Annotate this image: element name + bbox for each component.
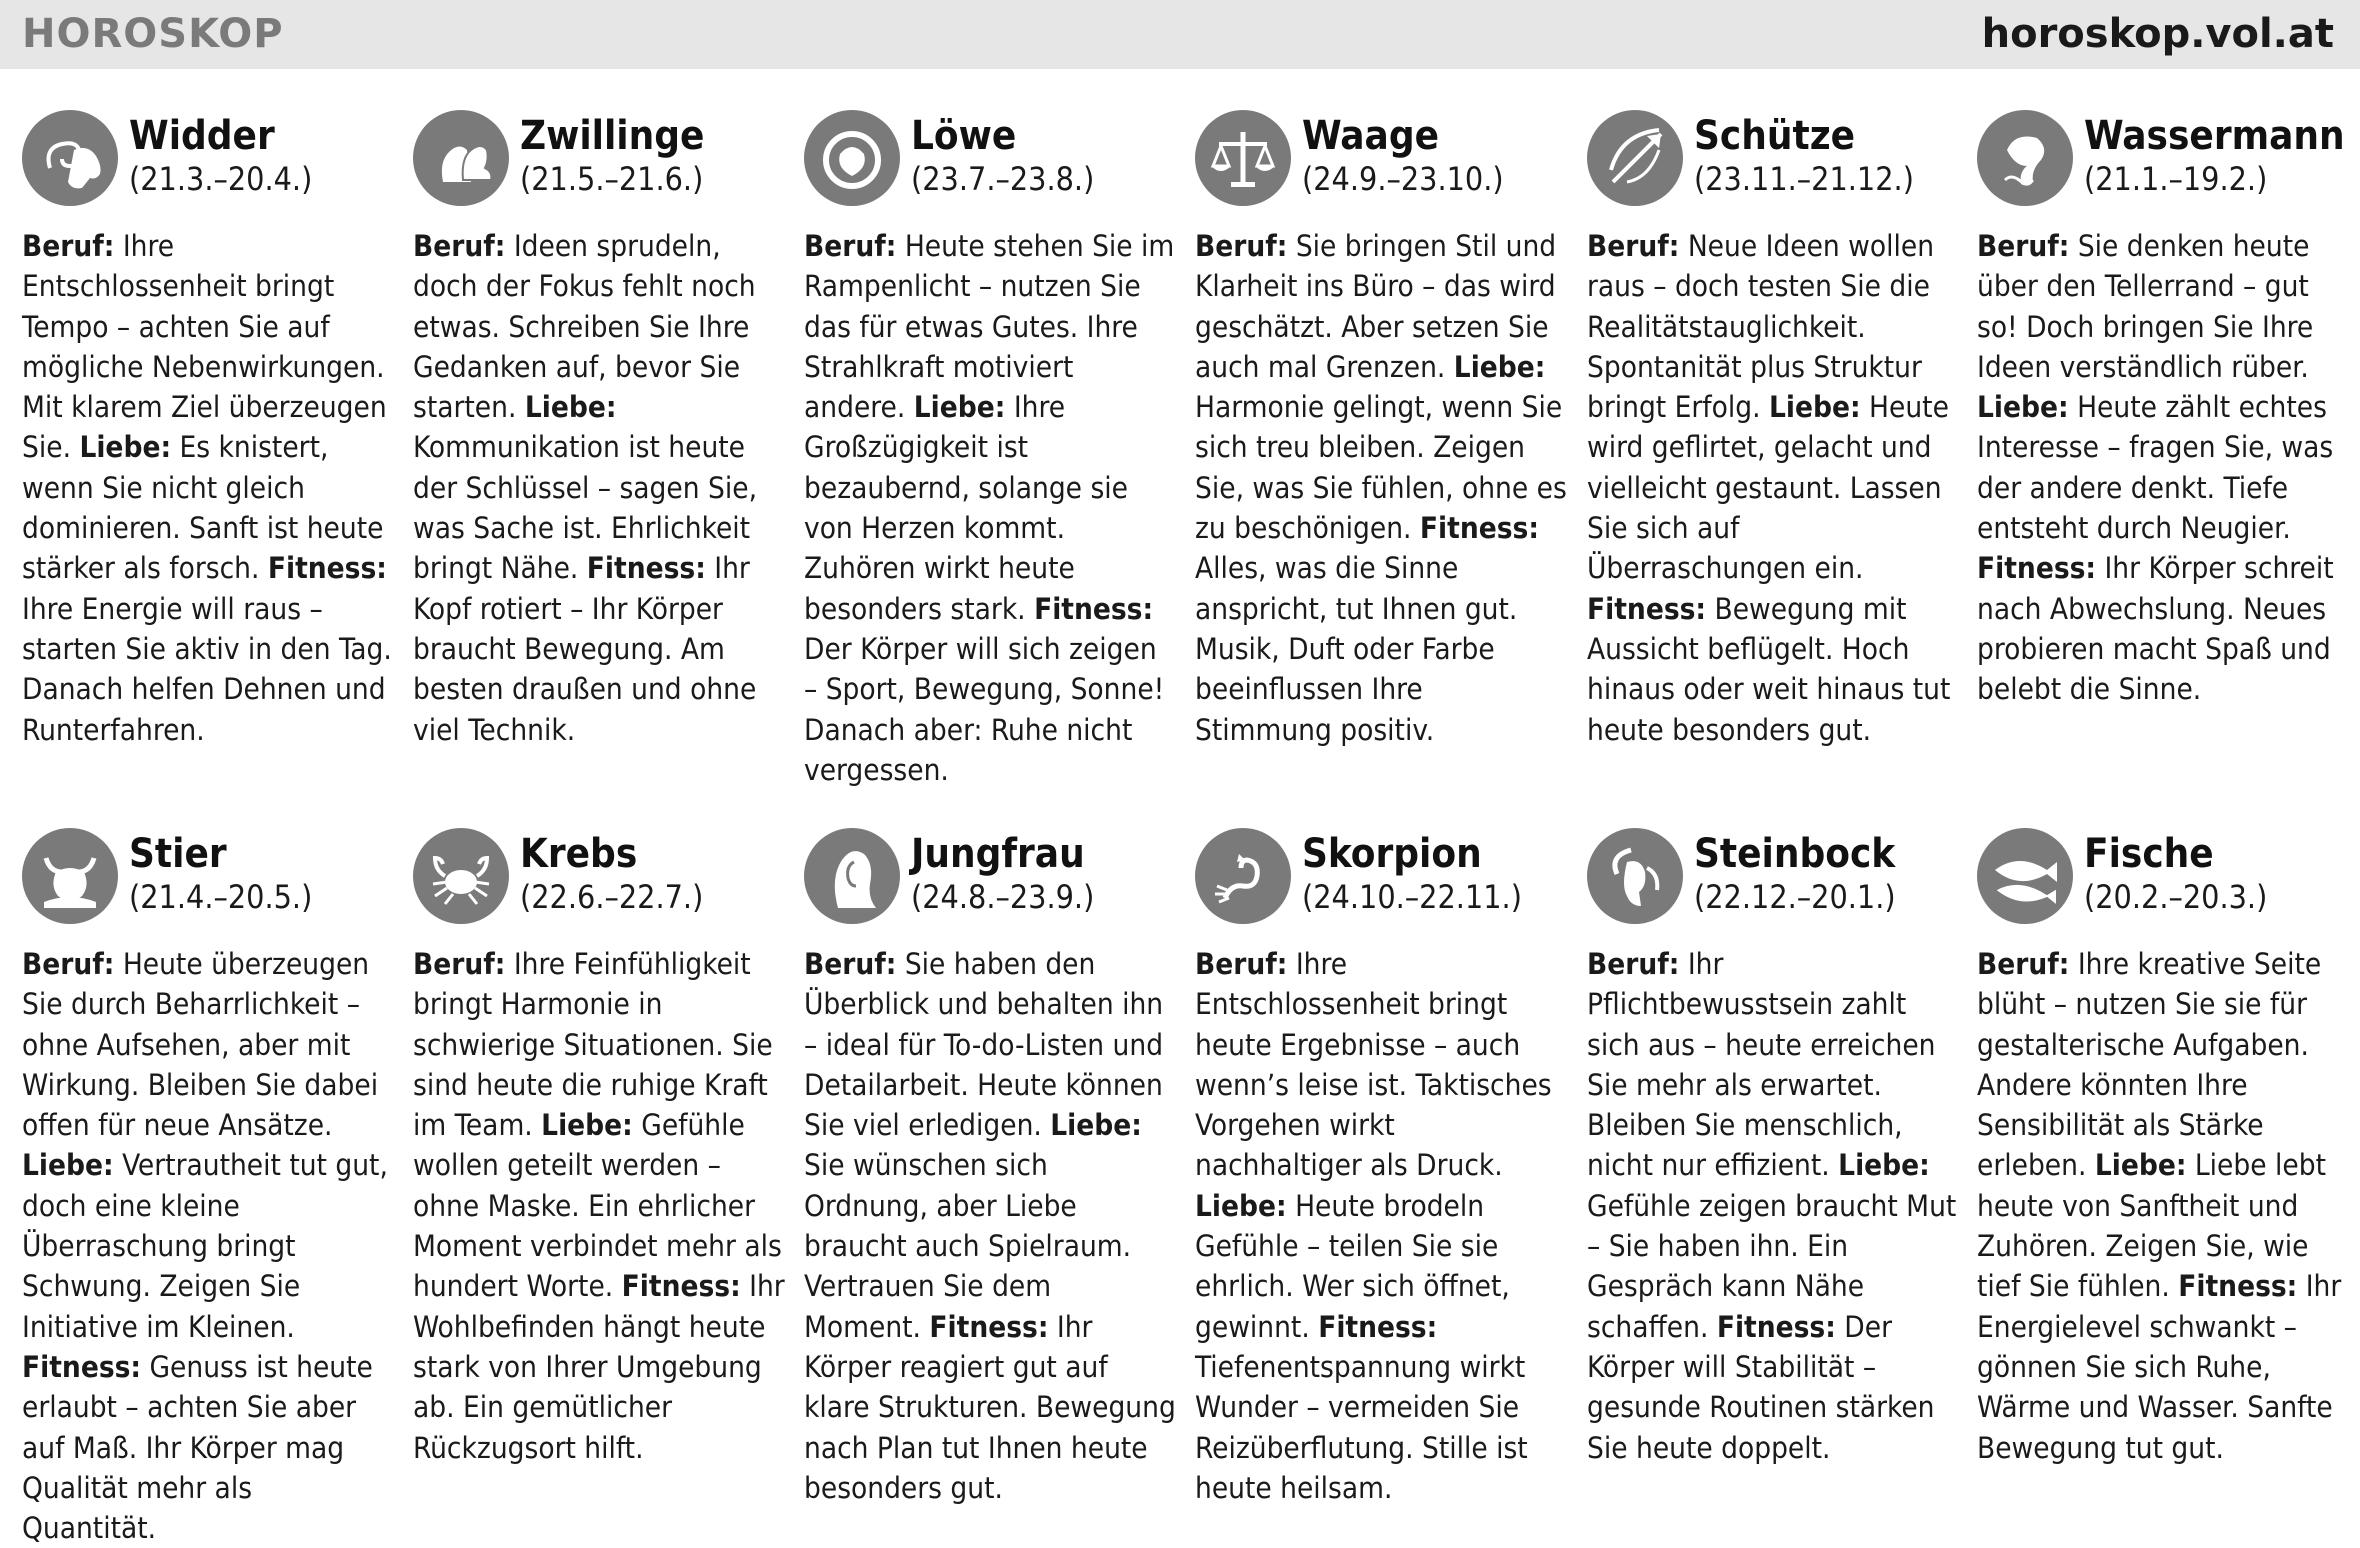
- fitness-label: Fitness:: [929, 1309, 1049, 1344]
- beruf-label: Beruf:: [804, 229, 897, 263]
- liebe-label: Liebe:: [22, 1148, 114, 1183]
- twins-icon: [413, 110, 509, 206]
- bull-icon: [22, 828, 118, 924]
- sign-text: [22, 944, 394, 1548]
- fitness-text: Bewegung mit Aussicht beflügelt. Hoch hinaus oder weit hinaus tut heute besonders gut.: [1587, 591, 1951, 747]
- liebe-text: Sie wünschen sich Ordnung, aber Liebe braucht auch Spielraum. Vertrauen Sie dem Moment.: [804, 1148, 1132, 1344]
- liebe-label: Liebe:: [541, 1108, 633, 1143]
- liebe-text: Heute zählt echtes Interesse – fragen Sie, was der andere denkt. Tiefe entsteht durch Neugier.: [1977, 390, 2334, 546]
- sign-text: [1977, 226, 2349, 710]
- ram-icon: [22, 110, 118, 206]
- liebe-label: Liebe:: [913, 390, 1006, 425]
- virgin-icon: [804, 828, 900, 924]
- fitness-label: Fitness:: [621, 1269, 741, 1304]
- archer-icon: [1587, 110, 1683, 206]
- sign-dates: (24.8.–23.9.): [911, 878, 1095, 916]
- sign-dates: (24.10.–22.11.): [1302, 878, 1522, 916]
- sign-text: [1195, 226, 1567, 750]
- fitness-text: Tiefenentspannung wirkt Wunder – vermeiden Sie Reizüberflutung. Stille ist heute heilsam.: [1195, 1349, 1528, 1505]
- beruf-label: Beruf:: [804, 947, 897, 981]
- sign-name: Stier: [129, 831, 227, 877]
- sign-dates: (21.5.–21.6.): [520, 160, 704, 198]
- beruf-text: Ihre Feinfühligkeit bringt Harmonie in schwierige Situationen. Sie sind heute die ruhige Kraft im Team.: [413, 947, 773, 1143]
- sign-text: [804, 944, 1176, 1508]
- sign-name: Skorpion: [1302, 831, 1482, 877]
- sign-text: [413, 944, 785, 1468]
- beruf-text: Sie bringen Stil und Klarheit ins Büro – das wird geschätzt. Aber setzen Sie auch mal Grenzen.: [1195, 229, 1557, 384]
- fitness-text: Ihr Kopf rotiert – Ihr Körper braucht Bewegung. Am besten draußen und ohne viel Technik.: [413, 551, 757, 747]
- beruf-label: Beruf:: [22, 947, 115, 981]
- beruf-text: Sie denken heute über den Tellerrand – gut so! Doch bringen Sie Ihre Ideen verständlich rüber.: [1977, 229, 2314, 384]
- sign-name: Waage: [1302, 113, 1440, 159]
- fish-icon: [1977, 828, 2073, 924]
- sign-name: Zwillinge: [520, 113, 705, 159]
- liebe-label: Liebe:: [1838, 1148, 1930, 1183]
- liebe-text: Harmonie gelingt, wenn Sie sich treu bleiben. Zeigen Sie, was Sie fühlen, ohne es zu beschönigen.: [1195, 390, 1567, 546]
- fitness-label: Fitness:: [586, 551, 706, 586]
- liebe-label: Liebe:: [2094, 1148, 2187, 1183]
- fitness-text: Ihr Körper reagiert gut auf klare Strukturen. Bewegung nach Plan tut Ihnen heute besonders gut.: [804, 1309, 1176, 1505]
- fitness-label: Fitness:: [1587, 591, 1707, 626]
- sign-dates: (23.11.–21.12.): [1694, 160, 1914, 198]
- beruf-text: Sie haben den Überblick und behalten ihn – ideal für To-do-Listen und Detailarbeit. Heute können Sie viel erledigen.: [804, 947, 1164, 1143]
- site-url[interactable]: horoskop.vol.at: [1981, 11, 2334, 57]
- sign-name: Fische: [2084, 831, 2214, 877]
- sign-dates: (21.4.–20.5.): [129, 878, 313, 916]
- sign-text: [804, 226, 1176, 790]
- liebe-label: Liebe:: [1195, 1188, 1287, 1223]
- sign-name: Krebs: [520, 831, 638, 877]
- sign-dates: (22.6.–22.7.): [520, 878, 704, 916]
- fitness-text: Ihr Wohlbefinden hängt heute stark von Ihrer Umgebung ab. Ein gemütlicher Rückzugsort hilft.: [413, 1269, 785, 1465]
- beruf-label: Beruf:: [22, 229, 115, 263]
- liebe-text: Vertrautheit tut gut, doch eine kleine Überraschung bringt Schwung. Zeigen Sie Initiative im Kleinen.: [22, 1148, 388, 1344]
- sign-dates: (21.3.–20.4.): [129, 160, 313, 198]
- beruf-label: Beruf:: [1587, 947, 1680, 981]
- sign-text: [22, 226, 394, 750]
- beruf-text: Neue Ideen wollen raus – doch testen Sie die Realitätstauglichkeit. Spontanität plus Struktur bringt Erfolg.: [1587, 229, 1935, 425]
- beruf-label: Beruf:: [1977, 229, 2070, 263]
- sign-name: Wassermann: [2084, 113, 2345, 159]
- page-title: HOROSKOP: [22, 11, 284, 57]
- sign-text: [413, 226, 785, 750]
- liebe-text: Gefühle wollen geteilt werden – ohne Maske. Ein ehrlicher Moment verbindet mehr als hundert Worte.: [413, 1108, 782, 1304]
- fitness-text: Genuss ist heute erlaubt – achten Sie aber auf Maß. Ihr Körper mag Qualität mehr als Quantität.: [22, 1349, 373, 1546]
- liebe-text: Heute wird geflirtet, gelacht und vielleicht gestaunt. Lassen Sie sich auf Überraschungen ein.: [1587, 390, 1949, 586]
- liebe-label: Liebe:: [1050, 1108, 1142, 1143]
- beruf-label: Beruf:: [1195, 947, 1288, 981]
- fitness-text: Ihr Körper schreit nach Abwechslung. Neues probieren macht Spaß und belebt die Sinne.: [1977, 551, 2334, 707]
- beruf-text: Ihr Pflichtbewusstsein zahlt sich aus – heute erreichen Sie mehr als erwartet. Bleiben Sie menschlich, nicht nur effizient.: [1587, 947, 1936, 1183]
- liebe-text: Es knistert, wenn Sie nicht gleich dominieren. Sanft ist heute stärker als forsch.: [22, 430, 384, 586]
- sign-text: [1977, 944, 2349, 1468]
- fitness-label: Fitness:: [2178, 1269, 2298, 1304]
- sign-name: Jungfrau: [911, 831, 1085, 877]
- sign-text: [1587, 944, 1959, 1468]
- lion-icon: [804, 110, 900, 206]
- beruf-text: Ihre Entschlossenheit bringt heute Ergebnisse – auch wenn’s leise ist. Taktisches Vorgehen wirkt nachhaltiger als Druck.: [1195, 947, 1552, 1183]
- fitness-label: Fitness:: [1977, 551, 2097, 586]
- fitness-text: Alles, was die Sinne anspricht, tut Ihnen gut. Musik, Duft oder Farbe beeinflussen Ihre Stimmung positiv.: [1195, 551, 1518, 747]
- sign-dates: (22.12.–20.1.): [1694, 878, 1896, 916]
- sign-dates: (24.9.–23.10.): [1302, 160, 1504, 198]
- sign-text: [1195, 944, 1567, 1508]
- fitness-label: Fitness:: [1716, 1309, 1836, 1344]
- beruf-label: Beruf:: [413, 947, 506, 981]
- sign-dates: (21.1.–19.2.): [2084, 160, 2268, 198]
- fitness-text: Ihr Energielevel schwankt – gönnen Sie sich Ruhe, Wärme und Wasser. Sanfte Bewegung tut gut.: [1977, 1269, 2342, 1465]
- beruf-text: Ihre kreative Seite blüht – nutzen Sie sie für gestalterische Aufgaben. Andere könnten Ihre Sensibilität als Stärke erleben.: [1977, 947, 2322, 1183]
- fitness-label: Fitness:: [22, 1349, 142, 1384]
- beruf-label: Beruf:: [413, 229, 506, 263]
- scales-icon: [1195, 110, 1291, 206]
- fitness-label: Fitness:: [1318, 1309, 1438, 1344]
- fitness-label: Fitness:: [1419, 511, 1539, 546]
- liebe-label: Liebe:: [1977, 390, 2069, 425]
- fitness-text: Der Körper will Stabilität – gesunde Routinen stärken Sie heute doppelt.: [1587, 1309, 1935, 1465]
- goat-icon: [1587, 828, 1683, 924]
- beruf-text: Heute stehen Sie im Rampenlicht – nutzen Sie das für etwas Gutes. Ihre Strahlkraft motiviert andere.: [804, 229, 1175, 425]
- fitness-text: Der Körper will sich zeigen – Sport, Bewegung, Sonne! Danach aber: Ruhe nicht vergessen.: [804, 631, 1165, 787]
- beruf-text: Heute überzeugen Sie durch Beharrlichkeit – ohne Aufsehen, aber mit Wirkung. Bleiben Sie dabei offen für neue Ansätze.: [22, 947, 379, 1143]
- beruf-label: Beruf:: [1587, 229, 1680, 263]
- sign-name: Löwe: [911, 113, 1017, 159]
- beruf-label: Beruf:: [1977, 947, 2070, 981]
- liebe-text: Liebe lebt heute von Sanftheit und Zuhören. Zeigen Sie, wie tief Sie fühlen.: [1977, 1148, 2326, 1304]
- liebe-text: Kommunikation ist heute der Schlüssel – sagen Sie, was Sache ist. Ehrlichkeit bringt Nähe.: [413, 430, 757, 586]
- liebe-label: Liebe:: [1453, 349, 1546, 384]
- liebe-label: Liebe:: [79, 430, 172, 465]
- fitness-text: Ihre Energie will raus – starten Sie aktiv in den Tag. Danach helfen Dehnen und Runterfahren.: [22, 591, 392, 747]
- liebe-text: Heute brodeln Gefühle – teilen Sie sie ehrlich. Wer sich öffnet, gewinnt.: [1195, 1188, 1510, 1344]
- sign-name: Schütze: [1694, 113, 1856, 159]
- liebe-text: Ihre Großzügigkeit ist bezaubernd, solange sie von Herzen kommt. Zuhören wirkt heute besonders stark.: [804, 390, 1128, 626]
- sign-name: Widder: [129, 113, 275, 159]
- liebe-text: Gefühle zeigen braucht Mut – Sie haben ihn. Ein Gespräch kann Nähe schaffen.: [1587, 1188, 1957, 1344]
- sign-name: Steinbock: [1694, 831, 1896, 877]
- scorpion-icon: [1195, 828, 1291, 924]
- beruf-text: Ihre Entschlossenheit bringt Tempo – achten Sie auf mögliche Nebenwirkungen. Mit klarem Ziel überzeugen Sie.: [22, 229, 387, 465]
- liebe-label: Liebe:: [524, 390, 617, 425]
- fitness-label: Fitness:: [1034, 591, 1154, 626]
- sign-text: [1587, 226, 1959, 750]
- beruf-text: Ideen sprudeln, doch der Fokus fehlt noch etwas. Schreiben Sie Ihre Gedanken auf, bevor Sie starten.: [413, 229, 756, 425]
- crab-icon: [413, 828, 509, 924]
- fitness-label: Fitness:: [267, 551, 387, 586]
- sign-dates: (20.2.–20.3.): [2084, 878, 2268, 916]
- sign-dates: (23.7.–23.8.): [911, 160, 1095, 198]
- water-bearer-icon: [1977, 110, 2073, 206]
- header-bar: [0, 0, 2360, 69]
- beruf-label: Beruf:: [1195, 229, 1288, 263]
- liebe-label: Liebe:: [1768, 390, 1861, 425]
